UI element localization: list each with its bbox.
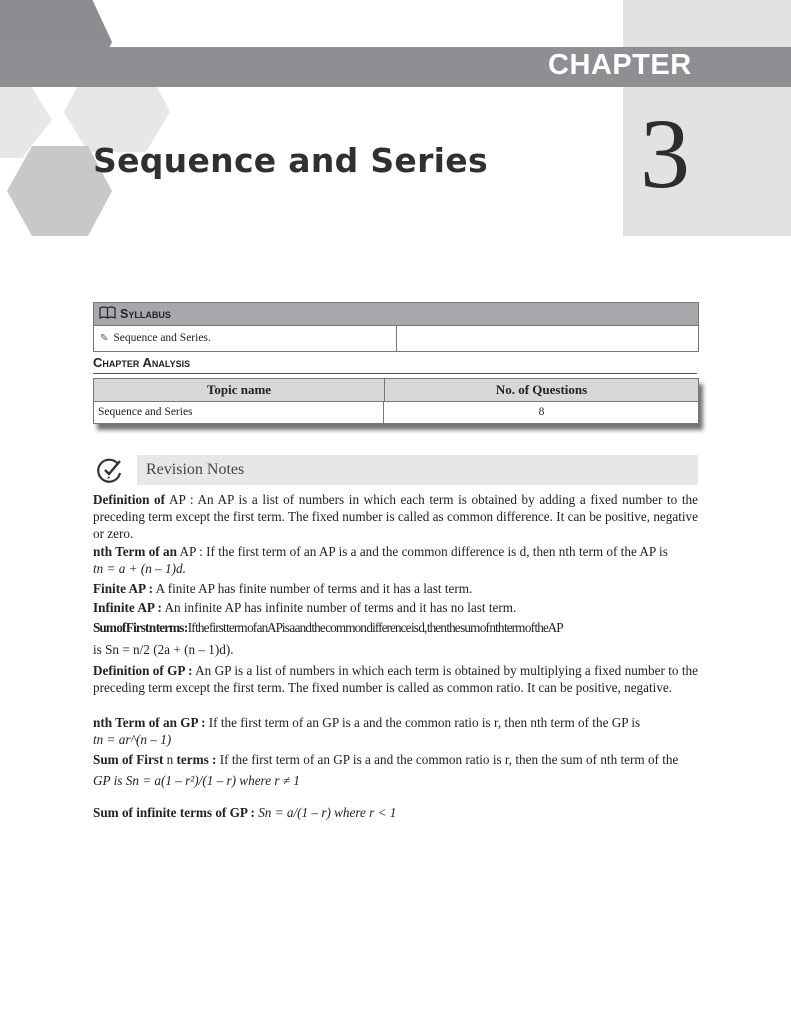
note-formula: Sn = a/(1 – r) where r < 1: [258, 805, 397, 820]
note-formula: tn = a + (n – 1)d.: [93, 561, 186, 576]
note-formula: tn = ar^(n – 1): [93, 732, 172, 747]
divider: [93, 373, 697, 374]
note-nth-term-ap: [93, 543, 698, 577]
note-sum-first-n-gp: [93, 751, 698, 768]
note-text: If the first term of an AP is a and the common difference is d, then the sum of nth term of the AP: [187, 620, 563, 635]
note-text: An AP is a list of numbers in which each term is obtained by adding a fixed number to the preceding term except the first term. The fixed number is called as common difference. It can be positive, negative or zero.: [93, 492, 698, 541]
note-label: nth Term of an GP :: [93, 715, 206, 730]
note-sum-first-n-ap: [93, 619, 713, 636]
note-nth-term-gp: [93, 714, 698, 748]
column-header-topic: Topic name: [94, 379, 385, 401]
syllabus-heading: Syllabus: [120, 307, 171, 321]
table-row: [94, 402, 698, 423]
note-label-mid: n: [166, 752, 174, 767]
note-label: Sum of First: [93, 752, 164, 767]
note-text: If the first term of an GP is a and the common ratio is r, then nth term of the GP is: [208, 715, 641, 730]
pencil-icon: ✎: [100, 333, 109, 344]
note-infinite-ap: [93, 599, 698, 616]
note-definition-gp: [93, 662, 698, 696]
chapter-analysis-heading: Chapter Analysis: [93, 355, 191, 370]
note-finite-ap: [93, 580, 698, 597]
note-sum-ap-formula: [93, 641, 698, 658]
cell-topic: Sequence and Series: [94, 402, 384, 423]
table-header: [94, 379, 698, 402]
note-text: If the first term of an GP is a and the common ratio is r, then the sum of nth term of the: [219, 752, 679, 767]
note-label-2: terms :: [176, 752, 217, 767]
cell-questions: 8: [538, 406, 545, 418]
syllabus-header: [94, 303, 698, 326]
note-sum-infinite-gp: [93, 804, 698, 821]
note-label-2: AP :: [179, 544, 203, 559]
hexagon-decoration: [0, 0, 200, 240]
revision-notes-heading: Revision Notes: [146, 461, 245, 478]
note-text: A finite AP has finite number of terms and it has a last term.: [155, 581, 473, 596]
note-formula: is Sn = n/2 (2a + (n – 1)d).: [93, 642, 234, 657]
chapter-number: 3: [640, 98, 690, 209]
note-formula: GP is Sn = a(1 – r²)/(1 – r) where r ≠ 1: [93, 773, 300, 788]
chapter-analysis-table: [93, 378, 699, 424]
syllabus-item: Sequence and Series.: [113, 332, 211, 344]
syllabus-row: [94, 326, 698, 351]
edit-note-icon: [96, 455, 126, 485]
note-label: Finite AP :: [93, 581, 154, 596]
note-label: Sum of infinite terms of GP :: [93, 805, 255, 820]
note-label-2: AP :: [168, 492, 194, 507]
chapter-title: Sequence and Series: [93, 141, 488, 180]
note-definition-ap: [93, 491, 698, 542]
note-text: If the first term of an AP is a and the common difference is d, then nth term of the AP is: [206, 544, 668, 559]
note-label: Definition of: [93, 492, 166, 507]
note-text: An infinite AP has infinite number of terms and it has no last term.: [164, 600, 517, 615]
book-icon: [99, 304, 116, 326]
column-header-questions: No. of Questions: [495, 382, 588, 397]
syllabus-box: [93, 302, 699, 352]
note-label: Infinite AP :: [93, 600, 162, 615]
note-label: Sum of First n terms :: [93, 620, 188, 635]
note-label: Definition of GP :: [93, 663, 193, 678]
note-sum-gp-formula: [93, 772, 698, 789]
note-text: An GP is a list of numbers in which each term is obtained by multiplying a fixed number to the preceding term except the first term. The fixed number is called as common ratio. It can be positive, negative.: [93, 663, 698, 695]
chapter-label: CHAPTER: [548, 49, 692, 81]
note-label: nth Term of an: [93, 544, 177, 559]
